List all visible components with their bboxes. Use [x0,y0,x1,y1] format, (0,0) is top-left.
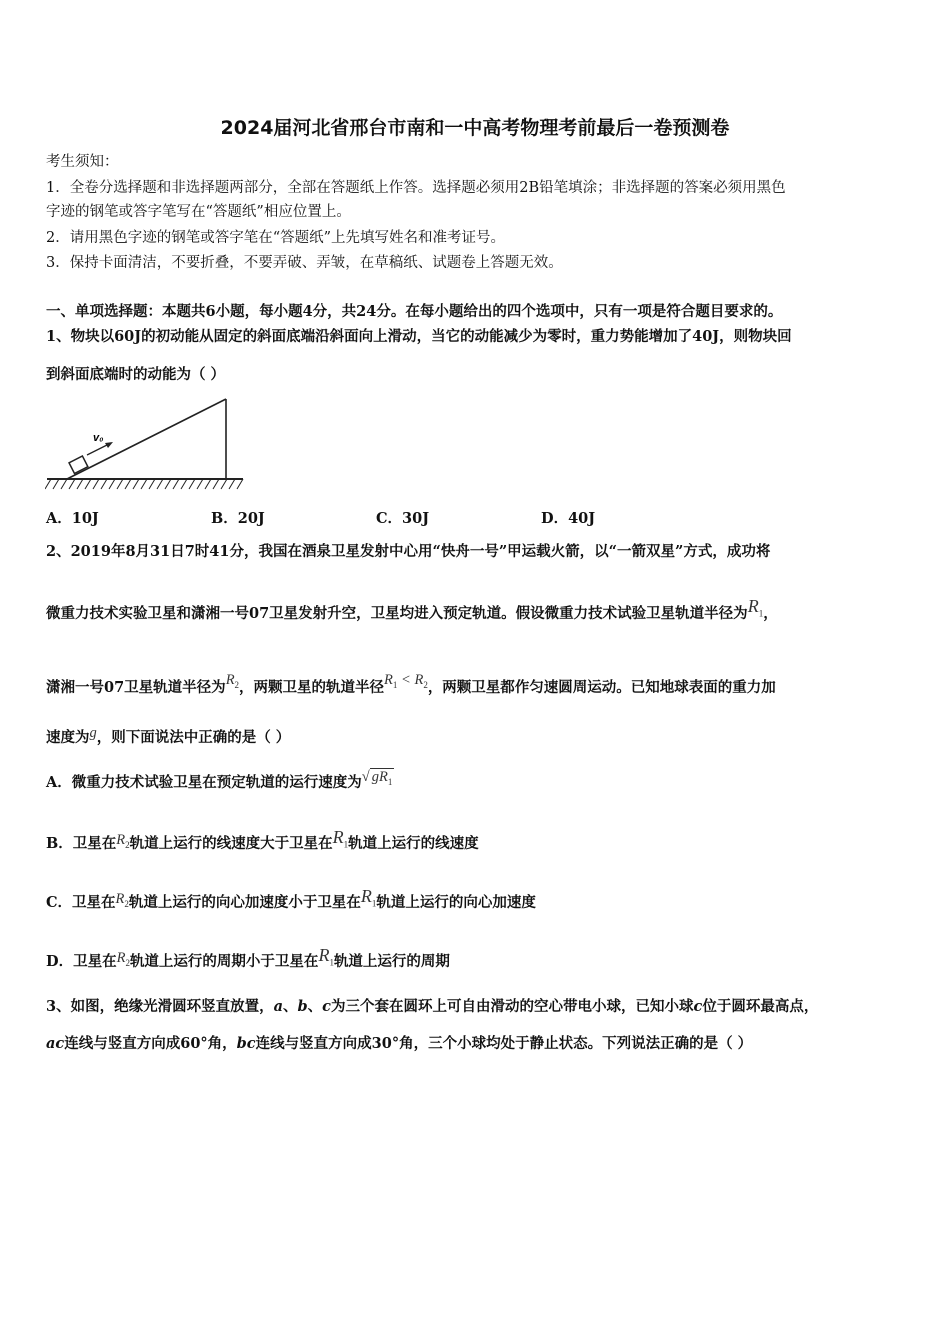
q1-option-b: B．20J [211,510,265,527]
ground-hatching [45,479,243,489]
q1-option-a: A．10J [46,510,99,527]
block [69,456,88,474]
q2-stem-line1: 2、2019年8月31日7时41分，我国在酒泉卫星发射中心用“快舟一号”甲运载火箭，以“一箭双星”方式，成功将 [46,543,771,560]
q2-option-d: D．卫星在$R_2$轨道上运行的周期小于卫星在$R_1$轨道上运行的周期 [46,945,450,970]
symbol-g: g [89,725,97,741]
q2-option-a: A．微重力技术试验卫星在预定轨道的运行速度为√ $gR_1$ [46,769,393,791]
radius-inequality: $R_1 < R_2$ [384,672,428,690]
q2-stem-line3: 潇湘一号07卫星轨道半径为$R_2$，两颗卫星的轨道半径$R_1 < R_2$，两颗卫星都作匀速圆周运动。已知地球表面的重力加 [46,672,776,696]
q2-option-b: B．卫星在$R_2$轨道上运行的线速度大于卫星在$R_1$轨道上运行的线速度 [46,827,479,852]
notice-item-2: 2．请用黑色字迹的钢笔或答字笔在“答题纸”上先填写姓名和准考证号。 [46,230,506,246]
notice-item-1: 1．全卷分选择题和非选择题两部分，全部在答题纸上作答。选择题必须用2B铅笔填涂；非选择题的答案必须用黑色 [46,180,786,196]
notice-item-3: 3．保持卡面清洁，不要折叠，不要弄破、弄皱，在草稿纸、试题卷上答题无效。 [46,255,563,271]
section-heading: 一、单项选择题：本题共6小题，每小题4分，共24分。在每小题给出的四个选项中，只有一项是符合题目要求的。 [46,303,783,320]
sqrt-gr1: √ $gR_1$ [361,769,393,787]
q3-stem-line1: 3、如图，绝缘光滑圆环竖直放置，a、b、c为三个套在圆环上可自由滑动的空心带电小球，已知小球c位于圆环最高点， [46,998,819,1015]
q1-option-c: C．30J [376,510,430,527]
symbol-r2: $R_2$ [225,672,240,690]
notice-heading: 考生须知： [46,154,119,170]
page-title: 2024届河北省邢台市南和一中高考物理考前最后一卷预测卷 [220,117,730,139]
q3-stem-line2: ac连线与竖直方向成60°角，bc连线与竖直方向成30°角，三个小球均处于静止状态。下列说法正确的是（ ） [46,1035,753,1052]
velocity-label: v₀ [93,432,104,444]
q1-stem-line1: 1、物块以60J的初动能从固定的斜面底端沿斜面向上滑动，当它的动能减少为零时，重力势能增加了40J，则物块回 [46,328,792,345]
symbol-r1: $R_1$ [747,596,764,619]
incline-figure [45,393,245,493]
q1-option-d: D．40J [541,510,596,527]
q2-stem-line4: 速度为g，则下面说法中正确的是（ ） [46,725,291,746]
notice-item-1-cont: 字迹的钢笔或答字笔写在“答题纸”相应位置上。 [46,204,351,220]
q2-stem-line2: 微重力技术实验卫星和潇湘一号07卫星发射升空，卫星均进入预定轨道。假设微重力技术试验卫星轨道半径为$R_1$， [46,596,778,622]
incline-surface [67,399,226,479]
q2-option-c: C．卫星在$R_2$轨道上运行的向心加速度小于卫星在$R_1$轨道上运行的向心加速度 [46,886,536,911]
q1-stem-line2: 到斜面底端时的动能为（ ） [46,366,226,383]
